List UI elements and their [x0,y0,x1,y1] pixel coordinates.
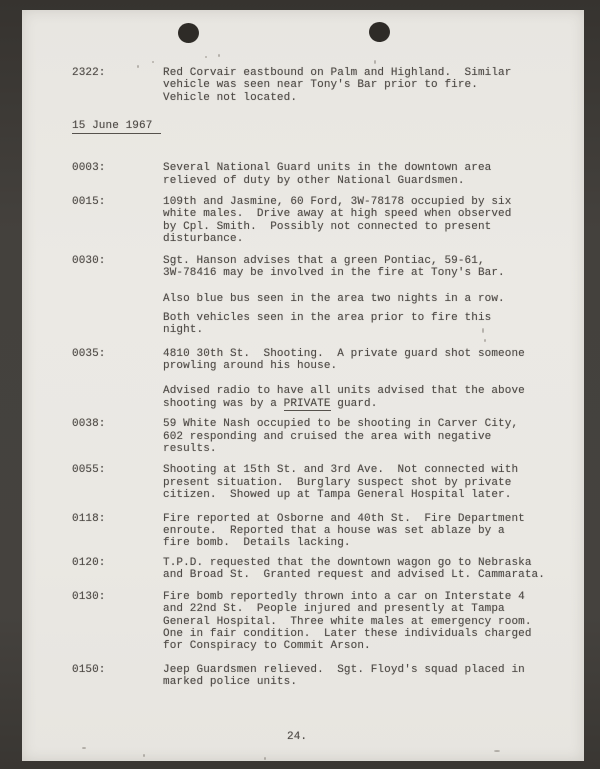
entry-paragraph: Fire bomb reportedly thrown into a car on Interstate 4 and 22nd St. People injured and presently at Tampa General Hospital. Three white males at emergency room. One in fair condition. Later these individuals charged for Conspiracy to Commit Arson. [163,590,532,653]
entry-paragraph-emphasis [163,385,575,410]
entry-time: 0120: [72,556,106,569]
scan-speck [374,60,376,64]
entry-body [163,591,575,653]
entry-time: 2322: [72,67,106,79]
scan-speck [482,328,484,333]
document-page [22,10,584,761]
log-entry-0030 [72,255,584,337]
scan-speck [205,56,207,58]
log-content [22,10,584,743]
underlined-word: PRIVATE [283,397,331,410]
entry-paragraph: Shooting at 15th St. and 3rd Ave. Not connected with present situation. Burglary suspect shot by private citizen. Showed up at Tampa General Hospital later. [163,464,519,502]
scan-speck [137,65,139,68]
log-entry-0130 [72,591,584,653]
entry-body [163,255,575,337]
entry-body [163,67,575,104]
log-entry-0118 [72,513,584,550]
entry-body [163,162,575,187]
paragraph-text: guard. [330,397,378,410]
entry-paragraph: Fire reported at Osborne and 40th St. Fire Department enroute. Reported that a house was set ablaze by a fire bomb. Details lacking. [163,512,525,550]
date-heading-text: 15 June 1967 [72,120,161,134]
log-entry-0120 [72,557,584,582]
entry-body [163,196,575,246]
scan-speck [218,54,220,57]
entry-body [163,418,575,455]
entry-time: 0118: [72,512,106,525]
log-entry-2322 [72,67,584,104]
scan-speck [143,754,145,757]
log-entry-0015 [72,196,584,246]
entry-body [163,664,575,689]
log-entry-0035 [72,348,584,411]
entry-time: 0003: [72,162,106,175]
log-entry-0055 [72,464,584,501]
entry-paragraph: 109th and Jasmine, 60 Ford, 3W-78178 occupied by six white males. Drive away at high speed when observed by Cpl. Smith. Possibly not connected to present disturbance. [163,195,512,246]
entry-time: 0035: [72,347,106,360]
entry-body [163,557,575,582]
entry-time: 0038: [72,418,106,431]
entry-time: 0055: [72,464,106,477]
entry-paragraph: Jeep Guardsmen relieved. Sgt. Floyd's squad placed in marked police units. [163,663,525,689]
scan-speck [264,757,266,760]
scan-speck [152,61,154,63]
entry-paragraph: Several National Guard units in the downtown area relieved of duty by other National Guardsmen. [163,162,492,187]
entry-time: 0030: [72,254,106,267]
entry-paragraph: Also blue bus seen in the area two nights in a row. [163,293,505,306]
entry-paragraph: 59 White Nash occupied to be shooting in Carver City, 602 responding and cruised the area with negative results. [163,418,519,456]
paragraph-text: Advised radio to have all units advised that the above shooting was by a [163,385,525,410]
entry-time: 0150: [72,663,106,676]
log-entry-0038 [72,418,584,455]
entry-body [163,464,575,501]
scan-speck [82,747,86,749]
entry-body [163,348,575,411]
entry-paragraph: Red Corvair eastbound on Palm and Highland. Similar vehicle was seen near Tony's Bar prior to fire. Vehicle not located. [163,67,512,104]
entry-paragraph: Both vehicles seen in the area prior to fire this night. [163,311,492,337]
entry-paragraph: Sgt. Hanson advises that a green Pontiac, 59-61, 3W-78416 may be involved in the fire at Tony's Bar. [163,254,505,279]
entry-paragraph: 4810 30th St. Shooting. A private guard shot someone prowling around his house. [163,347,525,372]
log-entry-0150 [72,664,584,689]
page-number: 24. [287,730,308,743]
punch-hole-left [178,23,199,43]
punch-hole-right [369,22,390,42]
entry-time: 0130: [72,590,106,603]
scan-speck [484,339,486,342]
entry-paragraph: T.P.D. requested that the downtown wagon go to Nebraska and Broad St. Granted request and advised Lt. Cammarata. [163,556,545,582]
log-entry-0003 [72,162,584,187]
scan-speck [494,750,500,752]
entry-body [163,513,575,550]
date-heading [72,120,584,134]
entry-time: 0015: [72,195,106,208]
